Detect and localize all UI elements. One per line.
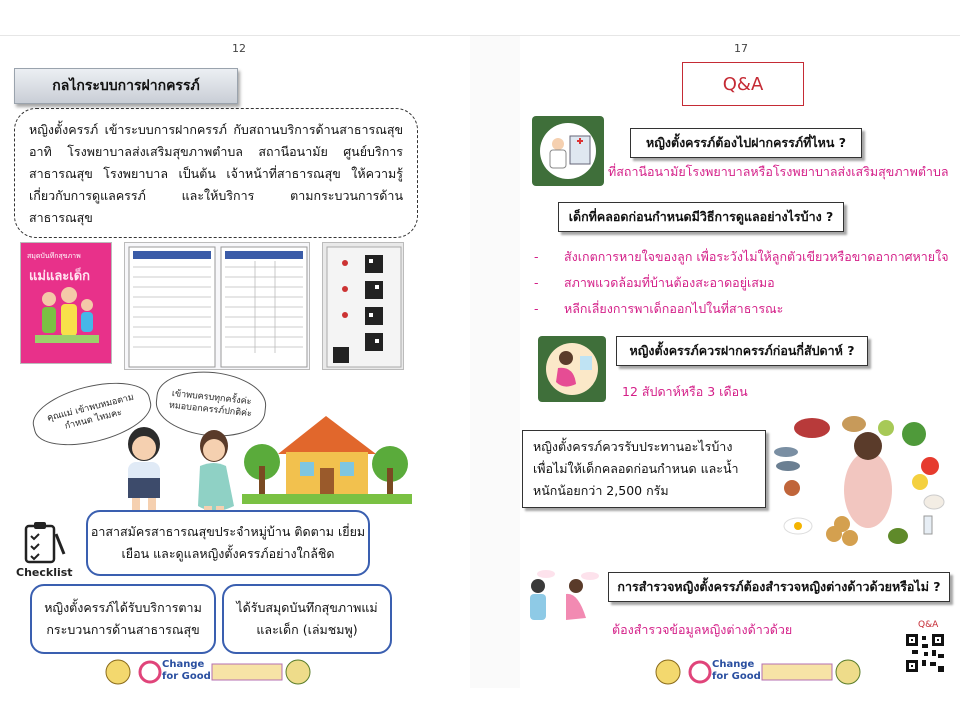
service-received-box: หญิงตั้งครรภ์ได้รับบริการตาม กระบวนการด้านสาธารณสุข — [30, 584, 216, 654]
list-item: - สังเกตการหายใจของลูก เพื่อระวังไม่ให้ลูกตัวเขียวหรือขาดอากาศหายใจ — [534, 249, 949, 264]
pregnant-woman-icon — [538, 336, 606, 402]
question-premature-care: เด็กที่คลอดก่อนกำหนดมีวิธีการดูแลอย่างไรบ้าง ? — [558, 202, 844, 232]
change-for-good-logo: Change for Good — [712, 659, 761, 682]
hospital-doctor-icon — [532, 116, 604, 186]
answer-premature-care-list — [534, 244, 949, 322]
intro-text: หญิงตั้งครรภ์ เข้าระบบการฝากครรภ์ กับสถานบริการด้านสาธารณสุข อาทิ โรงพยาบาลส่งเสริมสุขภาพตำบล สถานีอนามัย ศูนย์บริการสาธารณสุข โรงพยาบาล เป็นต้น เจ้าหน้าที่สาธารณสุข ให้ความรู้เกี่ยวกับการดูแลครรภ์ และให้บริการ ตามกระบวนการด้านสาธารณสุข — [14, 108, 418, 238]
checklist-label: Checklist — [16, 566, 73, 579]
two-women-talking-icon — [520, 570, 604, 636]
mch-booklet-cover-image — [20, 242, 112, 364]
booklet-small-title: สมุดบันทึกสุขภาพ — [27, 252, 81, 260]
section-title: กลไกระบบการฝากครรภ์ — [14, 68, 238, 104]
page-number: 12 — [232, 42, 246, 55]
page-gutter — [470, 36, 520, 688]
booklet-title: แม่และเด็ก — [29, 269, 91, 284]
pink-book-received-box: ได้รับสมุดบันทึกสุขภาพแม่ และเด็ก (เล่มชมพู) — [222, 584, 392, 654]
checklist-clipboard-icon — [22, 520, 66, 566]
family-illustration-icon — [31, 285, 101, 345]
change-for-good-logo: Change for Good — [162, 659, 211, 682]
list-item: - สภาพแวดล้อมที่บ้านต้องสะอาดอยู่เสมอ — [534, 275, 775, 290]
qa-title: Q&A — [682, 62, 804, 106]
volunteer-followup-box: อาสาสมัครสาธารณสุขประจำหมู่บ้าน ติดตาม เยี่ยมเยือน และดูแลหญิงตั้งครรภ์อย่างใกล้ชิด — [86, 510, 370, 576]
answer-weeks-before: 12 สัปดาห์หรือ 3 เดือน — [622, 384, 748, 399]
qr-codes-page-image — [322, 242, 404, 370]
speech-bubble-question: คุณแม่ เข้าพบหมอตามกำหนด ไหมคะ — [27, 372, 157, 455]
footer-logos — [104, 658, 314, 686]
right-page — [520, 36, 960, 688]
question-where-antenatal: หญิงตั้งครรภ์ต้องไปฝากครรภ์ที่ไหน ? — [630, 128, 862, 158]
left-page — [0, 36, 470, 688]
answer-foreign-women-survey: ต้องสำรวจข้อมูลหญิงต่างด้าวด้วย — [612, 622, 793, 637]
question-foreign-women-survey: การสำรวจหญิงตั้งครรภ์ต้องสำรวจหญิงต่างด้าวด้วยหรือไม่ ? — [608, 572, 950, 602]
qa-qr-code-icon — [904, 632, 946, 674]
footer-logos — [654, 658, 864, 686]
qa-qr-label: Q&A — [918, 620, 939, 630]
page-number: 17 — [734, 42, 748, 55]
question-what-to-eat: หญิงตั้งครรภ์ควรรับประทานอะไรบ้าง เพื่อไม่ให้เด็กคลอดก่อนกำหนด และน้ำหนักน้อยกว่า 2,500 กรัม — [522, 430, 766, 508]
answer-where-antenatal: ที่สถานีอนามัยโรงพยาบาลหรือโรงพยาบาลส่งเสริมสุขภาพตำบล — [608, 164, 949, 179]
list-item: - หลีกเลี่ยงการพาเด็กออกไปในที่สาธารณะ — [534, 301, 784, 316]
speech-bubble-answer: เข้าพบครบทุกครั้งค่ะ หมอบอกครรภ์ปกติค่ะ — [153, 366, 269, 441]
house-illustration-icon — [242, 406, 412, 506]
healthy-food-illustration-icon — [774, 410, 954, 554]
question-weeks-before: หญิงตั้งครรภ์ควรฝากครรภ์ก่อนกี่สัปดาห์ ? — [616, 336, 868, 366]
antenatal-record-form-image — [124, 242, 310, 370]
